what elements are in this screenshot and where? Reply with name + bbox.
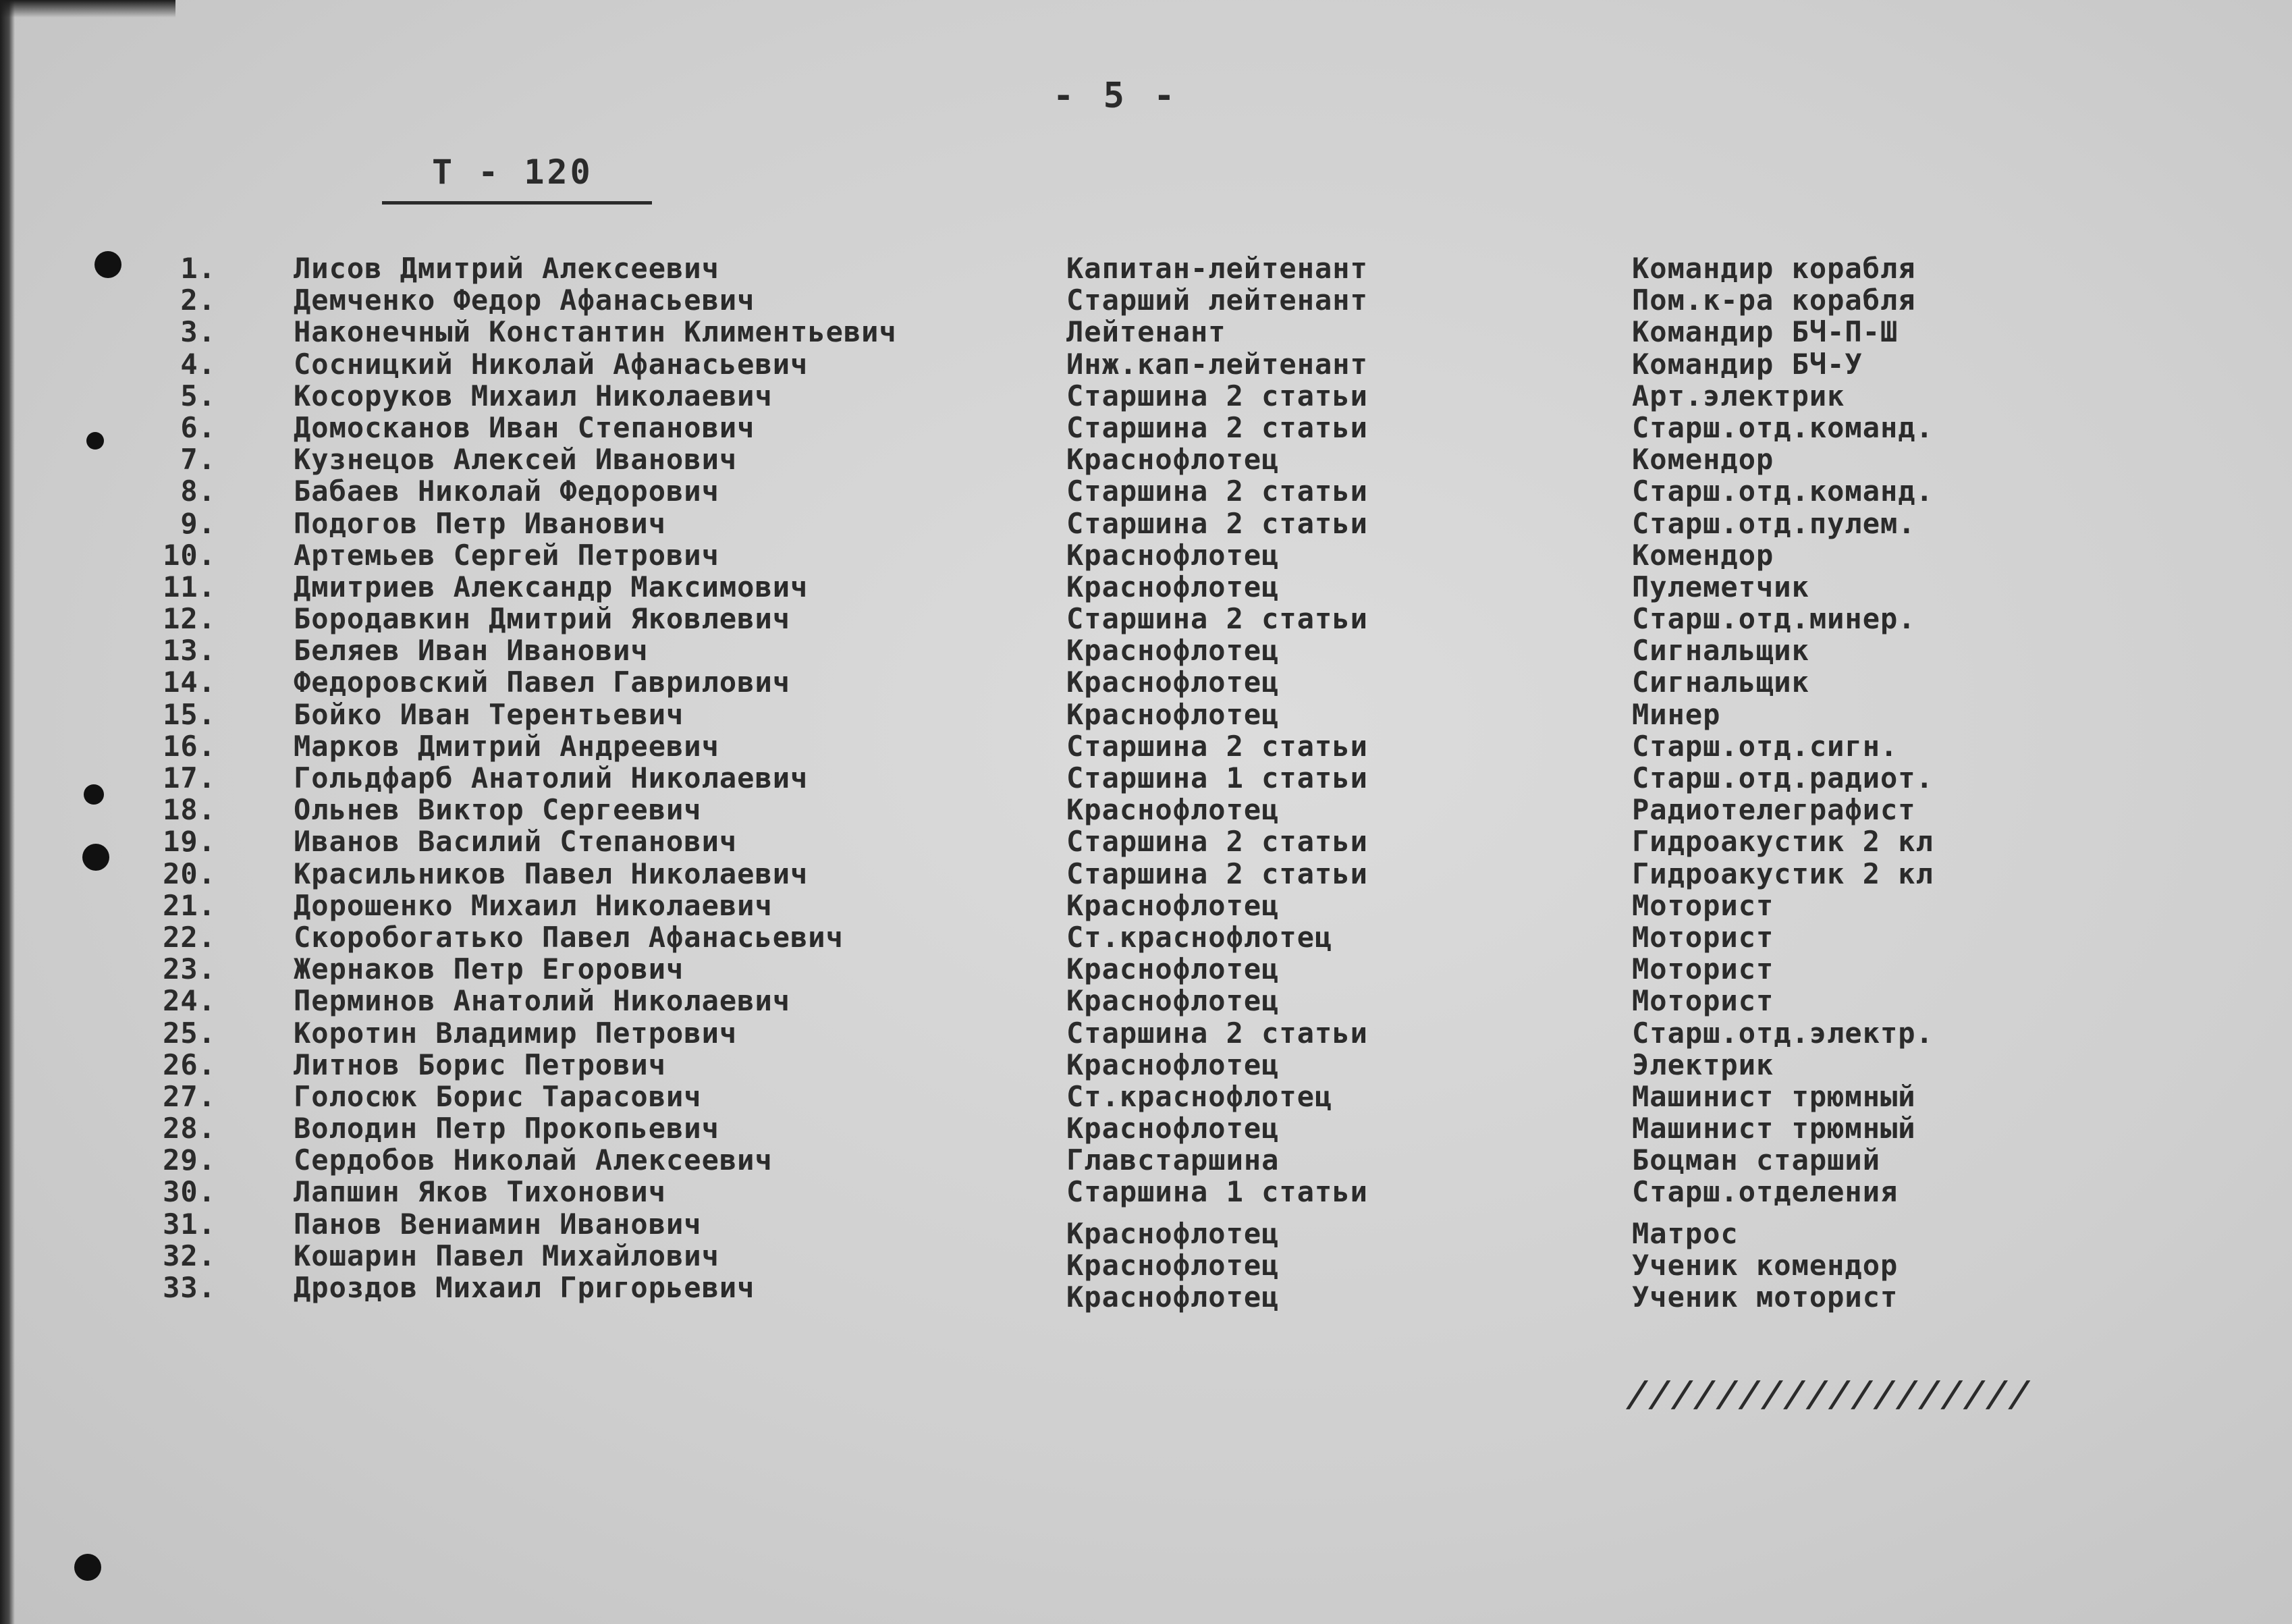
crew-number: 14. — [163, 666, 216, 699]
crew-name: Марков Дмитрий Андреевич — [294, 729, 719, 763]
crew-number: 27. — [163, 1079, 216, 1113]
crew-position: Командир БЧ-У — [1632, 347, 1863, 381]
crew-number: 25. — [163, 1016, 216, 1050]
crew-rank: Краснофлотец — [1066, 1280, 1280, 1314]
crew-position: Радиотелеграфист — [1632, 793, 1916, 827]
crew-row — [0, 508, 2292, 539]
crew-name: Красильников Павел Николаевич — [294, 857, 809, 890]
crew-number: 33. — [163, 1271, 216, 1304]
crew-number: 16. — [163, 729, 216, 763]
crew-number: 18. — [163, 793, 216, 827]
crew-position: Старш.отд.сигн. — [1632, 729, 1899, 763]
crew-number: 22. — [163, 920, 216, 954]
crew-name: Панов Вениамин Иванович — [294, 1207, 702, 1241]
crew-rank: Старшина 1 статьи — [1066, 761, 1368, 794]
crew-position: Ученик моторист — [1632, 1280, 1899, 1314]
crew-position: Старш.отд.радиот. — [1632, 761, 1934, 794]
crew-name: Дроздов Михаил Григорьевич — [294, 1271, 755, 1304]
crew-position: Старш.отд.минер. — [1632, 602, 1916, 636]
crew-row — [0, 1081, 2292, 1112]
crew-row — [0, 1176, 2292, 1208]
crew-name: Подогов Петр Иванович — [294, 506, 667, 540]
crew-number: 19. — [163, 825, 216, 859]
crew-number: 21. — [163, 888, 216, 922]
crew-position: Ученик комендор — [1632, 1248, 1899, 1282]
crew-rank: Краснофлотец — [1066, 697, 1280, 731]
crew-name: Лисов Дмитрий Алексеевич — [294, 252, 719, 285]
crew-rank: Краснофлотец — [1066, 666, 1280, 699]
crew-name: Бойко Иван Терентьевич — [294, 697, 684, 731]
crew-row — [0, 316, 2292, 348]
crew-name: Лапшин Яков Тихонович — [294, 1175, 667, 1209]
crew-position: Старш.отд.команд. — [1632, 475, 1934, 508]
crew-name: Артемьев Сергей Петрович — [294, 538, 719, 572]
crew-rank: Краснофлотец — [1066, 888, 1280, 922]
crew-rank: Краснофлотец — [1066, 1248, 1280, 1282]
crew-name: Сосницкий Николай Афанасьевич — [294, 347, 809, 381]
crew-position: Моторист — [1632, 888, 1774, 922]
crew-rank: Краснофлотец — [1066, 1048, 1280, 1081]
crew-name: Жернаков Петр Егорович — [294, 952, 684, 986]
crew-row — [0, 284, 2292, 316]
crew-rank: Краснофлотец — [1066, 1112, 1280, 1145]
crew-rank: Старший лейтенант — [1066, 283, 1368, 317]
crew-row — [0, 1017, 2292, 1049]
crew-position: Гидроакустик 2 кл — [1632, 857, 1934, 890]
crew-rank: Главстаршина — [1066, 1143, 1280, 1177]
crew-number: 7. — [180, 443, 216, 477]
crew-number: 31. — [163, 1207, 216, 1241]
crew-rank: Старшина 2 статьи — [1066, 729, 1368, 763]
crew-row — [0, 666, 2292, 698]
crew-name: Демченко Федор Афанасьевич — [294, 283, 755, 317]
crew-rank: Старшина 2 статьи — [1066, 379, 1368, 412]
crew-row — [0, 348, 2292, 380]
crew-row — [0, 825, 2292, 857]
crew-row — [0, 1049, 2292, 1081]
crew-position: Машинист трюмный — [1632, 1079, 1916, 1113]
crew-position: Комендор — [1632, 443, 1774, 477]
crew-position: Старш.отделения — [1632, 1175, 1899, 1209]
crew-position: Гидроакустик 2 кл — [1632, 825, 1934, 859]
crew-number: 32. — [163, 1239, 216, 1272]
crew-name: Сердобов Николай Алексеевич — [294, 1143, 773, 1177]
page-number: - 5 - — [1053, 76, 1179, 116]
crew-number: 12. — [163, 602, 216, 636]
crew-number: 24. — [163, 984, 216, 1018]
crew-row — [0, 762, 2292, 794]
crew-number: 5. — [180, 379, 216, 412]
crew-row — [0, 634, 2292, 666]
crew-rank: Инж.кап-лейтенант — [1066, 347, 1368, 381]
crew-number: 13. — [163, 634, 216, 668]
crew-name: Коротин Владимир Петрович — [294, 1016, 738, 1050]
crew-rank: Капитан-лейтенант — [1066, 252, 1368, 285]
crew-row — [0, 858, 2292, 890]
crew-position: Сигнальщик — [1632, 634, 1809, 668]
crew-row — [0, 890, 2292, 921]
crew-rank: Старшина 2 статьи — [1066, 602, 1368, 636]
crew-name: Скоробогатько Павел Афанасьевич — [294, 920, 844, 954]
crew-position: Сигнальщик — [1632, 666, 1809, 699]
crew-number: 1. — [180, 252, 216, 285]
crew-number: 9. — [180, 506, 216, 540]
crew-name: Литнов Борис Петрович — [294, 1048, 667, 1081]
page-corner-shadow — [0, 0, 175, 18]
crew-row — [0, 1239, 2292, 1282]
crew-name: Косоруков Михаил Николаевич — [294, 379, 773, 412]
crew-number: 28. — [163, 1112, 216, 1145]
crew-name: Федоровский Павел Гаврилович — [294, 666, 791, 699]
crew-position: Комендор — [1632, 538, 1774, 572]
crew-row — [0, 953, 2292, 985]
crew-name: Наконечный Константин Климентьевич — [294, 315, 897, 349]
crew-rank: Краснофлотец — [1066, 538, 1280, 572]
punch-hole — [74, 1554, 101, 1581]
page-title: Т - 120 — [432, 153, 593, 192]
crew-rank: Старшина 2 статьи — [1066, 825, 1368, 859]
crew-rank: Краснофлотец — [1066, 793, 1280, 827]
crew-position: Пулеметчик — [1632, 570, 1809, 603]
crew-position: Моторист — [1632, 984, 1774, 1018]
crew-number: 3. — [180, 315, 216, 349]
crew-row — [0, 571, 2292, 603]
crew-rank: Старшина 2 статьи — [1066, 1016, 1368, 1050]
crew-row — [0, 1144, 2292, 1176]
crew-position: Командир корабля — [1632, 252, 1916, 285]
crew-name: Иванов Василий Степанович — [294, 825, 738, 859]
crew-position: Боцман старший — [1632, 1143, 1881, 1177]
crew-row — [0, 252, 2292, 284]
crew-position: Моторист — [1632, 952, 1774, 986]
crew-name: Кузнецов Алексей Иванович — [294, 443, 738, 477]
crew-position: Машинист трюмный — [1632, 1112, 1916, 1145]
crew-row — [0, 921, 2292, 953]
crew-position: Минер — [1632, 697, 1721, 731]
crew-row — [0, 794, 2292, 825]
crew-rank: Краснофлотец — [1066, 570, 1280, 603]
crew-position: Командир БЧ-П-Ш — [1632, 315, 1899, 349]
crew-number: 15. — [163, 697, 216, 731]
crew-rank: Старшина 2 статьи — [1066, 506, 1368, 540]
crew-rank: Краснофлотец — [1066, 984, 1280, 1018]
crew-number: 4. — [180, 347, 216, 381]
crew-row — [0, 1112, 2292, 1144]
crew-name: Володин Петр Прокопьевич — [294, 1112, 719, 1145]
crew-name: Беляев Иван Иванович — [294, 634, 649, 668]
crew-rank: Краснофлотец — [1066, 634, 1280, 668]
crew-number: 23. — [163, 952, 216, 986]
crew-name: Гольдфарб Анатолий Николаевич — [294, 761, 809, 794]
crew-name: Дорошенко Михаил Николаевич — [294, 888, 773, 922]
crew-position: Старш.отд.электр. — [1632, 1016, 1934, 1050]
crew-number: 10. — [163, 538, 216, 572]
crew-number: 2. — [180, 283, 216, 317]
crew-position: Арт.электрик — [1632, 379, 1845, 412]
crew-rank: Краснофлотец — [1066, 443, 1280, 477]
crew-number: 8. — [180, 475, 216, 508]
crew-row — [0, 412, 2292, 443]
crew-number: 20. — [163, 857, 216, 890]
crew-number: 6. — [180, 410, 216, 444]
crew-name: Домосканов Иван Степанович — [294, 410, 755, 444]
crew-row — [0, 1207, 2292, 1250]
crew-position: Старш.отд.пулем. — [1632, 506, 1916, 540]
end-mark: ////////////////// — [1622, 1374, 2035, 1415]
crew-list — [0, 252, 2292, 1314]
crew-row — [0, 539, 2292, 571]
crew-name: Дмитриев Александр Максимович — [294, 570, 809, 603]
crew-name: Ольнев Виктор Сергеевич — [294, 793, 702, 827]
crew-rank: Ст.краснофлотец — [1066, 920, 1333, 954]
crew-rank: Старшина 2 статьи — [1066, 857, 1368, 890]
crew-rank: Старшина 2 статьи — [1066, 410, 1368, 444]
crew-number: 26. — [163, 1048, 216, 1081]
crew-rank: Краснофлотец — [1066, 1216, 1280, 1250]
crew-row — [0, 443, 2292, 475]
crew-rank: Лейтенант — [1066, 315, 1226, 349]
crew-number: 30. — [163, 1175, 216, 1209]
crew-position: Пом.к-ра корабля — [1632, 283, 1916, 317]
crew-rank: Старшина 1 статьи — [1066, 1175, 1368, 1209]
crew-row — [0, 699, 2292, 730]
crew-number: 11. — [163, 570, 216, 603]
title-underline — [382, 201, 652, 205]
crew-position: Электрик — [1632, 1048, 1774, 1081]
crew-name: Кошарин Павел Михайлович — [294, 1239, 719, 1272]
crew-rank: Старшина 2 статьи — [1066, 475, 1368, 508]
crew-name: Голосюк Борис Тарасович — [294, 1079, 702, 1113]
crew-rank: Ст.краснофлотец — [1066, 1079, 1333, 1113]
crew-name: Перминов Анатолий Николаевич — [294, 984, 791, 1018]
crew-row — [0, 1271, 2292, 1314]
crew-row — [0, 985, 2292, 1017]
crew-row — [0, 475, 2292, 507]
crew-row — [0, 603, 2292, 634]
crew-number: 29. — [163, 1143, 216, 1177]
crew-rank: Краснофлотец — [1066, 952, 1280, 986]
crew-position: Старш.отд.команд. — [1632, 410, 1934, 444]
crew-position: Матрос — [1632, 1216, 1739, 1250]
crew-name: Бородавкин Дмитрий Яковлевич — [294, 602, 791, 636]
crew-row — [0, 730, 2292, 762]
crew-position: Моторист — [1632, 920, 1774, 954]
crew-name: Бабаев Николай Федорович — [294, 475, 719, 508]
crew-row — [0, 380, 2292, 412]
crew-number: 17. — [163, 761, 216, 794]
